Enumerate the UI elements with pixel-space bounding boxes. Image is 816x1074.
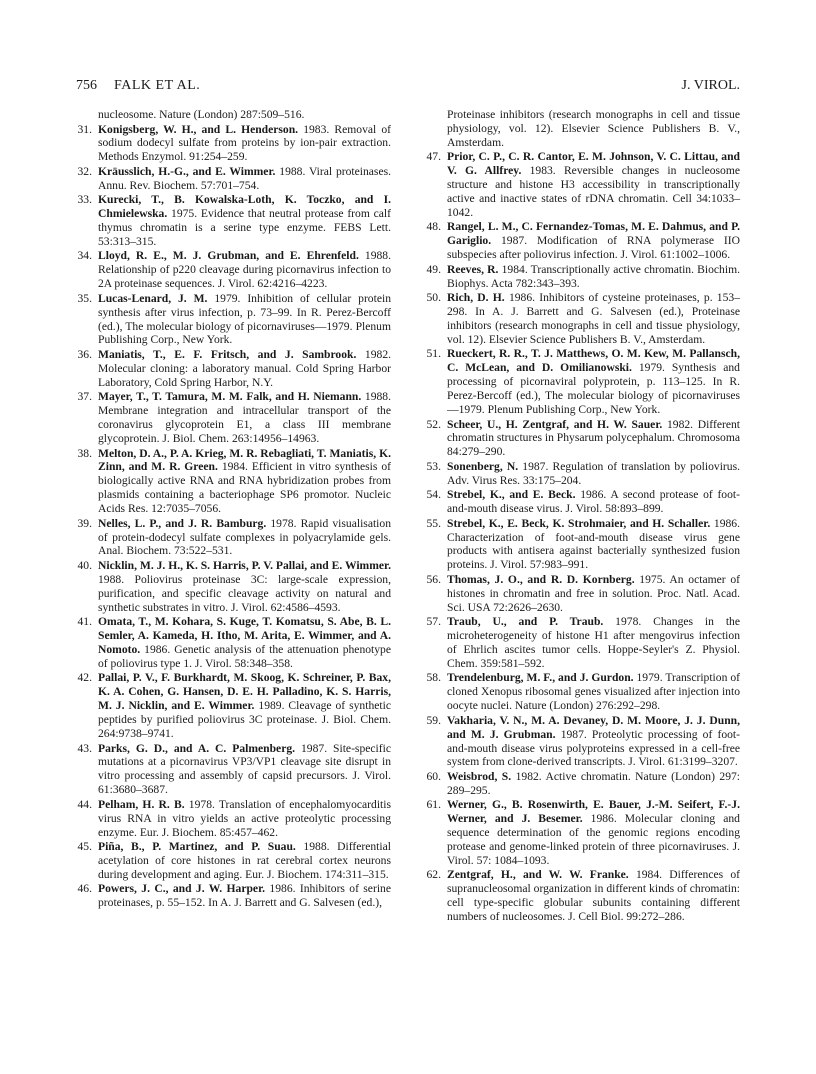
reference-entry xyxy=(76,348,391,390)
reference-entry xyxy=(76,882,391,910)
reference-entry xyxy=(76,193,391,249)
reference-number: 36. xyxy=(77,347,92,361)
reference-number: 39. xyxy=(77,516,92,530)
reference-text: 1975. Evidence that neutral protease from calf thymus chromatin is a serine type enzyme. FEBS Lett. 53:313–315. xyxy=(98,207,391,248)
reference-number: 49. xyxy=(426,262,441,276)
reference-text: 1978. Changes in the microheterogeneity of histone H1 after mengovirus infection of Ehrlich ascites tumor cells. Hoppe-Seyler's Z. Physiol. Chem. 359:581–592. xyxy=(447,615,740,670)
reference-number: 37. xyxy=(77,390,92,404)
reference-authors: Werner, G., B. Rosenwirth, E. Bauer, J.-M. Seifert, F.-J. Werner, and J. Besemer. xyxy=(447,798,740,826)
reference-authors: Strebel, K., E. Beck, K. Strohmaier, and H. Schaller. xyxy=(447,516,711,530)
reference-number: 33. xyxy=(77,193,92,207)
reference-entry xyxy=(425,220,740,262)
reference-authors: Konigsberg, W. H., and L. Henderson. xyxy=(98,122,299,136)
running-header xyxy=(76,78,740,98)
reference-authors: Traub, U., and P. Traub. xyxy=(447,615,604,629)
reference-authors: Sonenberg, N. xyxy=(447,459,519,473)
reference-authors: Rueckert, R. R., T. J. Matthews, O. M. Kew, M. Pallansch, C. McLean, and D. Omilianowski. xyxy=(447,347,740,375)
reference-entry xyxy=(425,291,740,347)
reference-number: 31. xyxy=(77,122,92,136)
reference-entry xyxy=(76,123,391,165)
reference-entry xyxy=(76,447,391,517)
reference-text: 1978. Translation of encephalomyocarditis virus RNA in vitro yields an active proteolytic processing enzyme. Eur. J. Biochem. 85:457–462. xyxy=(98,797,391,839)
reference-authors: Thomas, J. O., and R. D. Kornberg. xyxy=(447,572,635,586)
reference-authors: Parks, G. D., and A. C. Palmenberg. xyxy=(98,741,296,755)
reference-entry xyxy=(425,460,740,488)
page-number: 756 xyxy=(76,78,97,93)
reference-entry xyxy=(76,615,391,671)
reference-number: 51. xyxy=(426,347,441,361)
reference-text: 1984. Efficient in vitro synthesis of biologically active RNA and RNA hybridization probes from plasmids containing a bacteriophage SP6 promotor. Nucleic Acids Res. 12:7035–7056. xyxy=(98,460,391,516)
reference-text: 1987. Site-specific mutations at a picornavirus VP3/VP1 cleavage site disrupt in vitro processing and assembly of capsid precursors. J. Virol. 61:3680–3687. xyxy=(98,741,391,797)
reference-authors: Rangel, L. M., C. Fernandez-Tomas, M. E. Dahmus, and P. Gariglio. xyxy=(447,220,740,248)
reference-column-left xyxy=(76,108,391,911)
reference-authors: Reeves, R. xyxy=(447,262,499,276)
reference-number: 43. xyxy=(77,741,92,755)
reference-entry xyxy=(76,742,391,798)
reference-authors: Kräusslich, H.-G., and E. Wimmer. xyxy=(98,164,276,178)
reference-text: 1979. Synthesis and processing of picornaviral polyprotein, p. 113–125. In R. Perez-Bercoff (ed.), The molecular biology of picornaviruses—1979. Plenum Publishing Corp., New York. xyxy=(447,361,740,416)
reference-entry xyxy=(76,840,391,882)
reference-text: 1984. Differences of supranucleosomal organization in different kinds of chromatin: cell type-specific globular subunits containing different numbers of nucleosomes. J. Cell Biol. 99:272–286. xyxy=(447,868,741,924)
reference-authors: Trendelenburg, M. F., and J. Gurdon. xyxy=(447,671,634,685)
reference-text: 1988. Membrane integration and intracellular transport of the coronavirus glycoprotein E1, a class III membrane glycoprotein. J. Biol. Chem. 263:14956–14963. xyxy=(98,390,391,445)
reference-authors: Nelles, L. P., and J. R. Bamburg. xyxy=(98,516,267,530)
reference-number: 47. xyxy=(426,150,441,164)
reference-number: 56. xyxy=(426,572,441,586)
reference-number: 62. xyxy=(426,868,441,882)
reference-number: 59. xyxy=(426,713,441,727)
reference-entry xyxy=(76,559,391,615)
reference-authors: Weisbrod, S. xyxy=(447,769,512,783)
reference-entry xyxy=(425,798,740,868)
reference-text: 1986. Inhibitors of serine proteinases, p. 55–152. In A. J. Barrett and G. Salvesen (ed.), xyxy=(98,882,391,910)
reference-authors: Vakharia, V. N., M. A. Devaney, D. M. Moore, J. J. Dunn, and M. J. Grubman. xyxy=(447,713,740,741)
reference-number: 50. xyxy=(426,291,441,305)
reference-text: 1986. Inhibitors of cysteine proteinases, p. 153–298. In A. J. Barrett and G. Salvesen (ed.), Proteinase inhibitors (research monographs in cell and tissue physiology, vol. 12). Elsevier Science Publishers B. V., Amsterdam. xyxy=(447,291,740,346)
reference-number: 54. xyxy=(426,488,441,502)
reference-number: 48. xyxy=(426,220,441,234)
reference-number: 38. xyxy=(77,446,92,460)
reference-number: 35. xyxy=(77,291,92,305)
reference-text: 1987. Regulation of translation by poliovirus. Adv. Virus Res. 33:175–204. xyxy=(447,459,740,487)
reference-entry xyxy=(76,390,391,446)
reference-text: 1987. Modification of RNA polymerase IIO subspecies after poliovirus infection. J. Virol. 61:1002–1006. xyxy=(447,234,740,262)
reference-number: 34. xyxy=(77,249,92,263)
reference-text: 1982. Different chromatin structures in Physarum polycephalum. Chromosoma 84:279–290. xyxy=(447,417,741,459)
reference-number: 42. xyxy=(77,671,92,685)
reference-number: 55. xyxy=(426,516,441,530)
reference-text: 1988. Viral proteinases. Annu. Rev. Biochem. 57:701–754. xyxy=(98,164,391,192)
reference-entry xyxy=(425,347,740,417)
reference-text: 1978. Rapid visualisation of protein-dodecyl sulfate complexes in polyacrylamide gels. Anal. Biochem. 73:522–531. xyxy=(98,516,391,558)
reference-entry xyxy=(425,671,740,713)
reference-text: 1986. Characterization of foot-and-mouth disease virus gene products with antisera against bacterially synthesized fusion proteins. J. Virol. 57:983–991. xyxy=(447,516,740,572)
reference-authors: Lucas-Lenard, J. M. xyxy=(98,291,208,305)
reference-number: 58. xyxy=(426,671,441,685)
reference-text: 1987. Proteolytic processing of foot-and-mouth disease virus polyproteins expressed in a cell-free system from clone-derived transcripts. J. Virol. 61:3199–3207. xyxy=(447,727,740,769)
reference-column-right xyxy=(425,108,740,925)
reference-text: 1986. A second protease of foot-and-mouth disease virus. J. Virol. 58:893–899. xyxy=(447,488,740,516)
reference-authors: Piña, B., P. Martinez, and P. Suau. xyxy=(98,840,296,854)
reference-entry xyxy=(425,615,740,671)
reference-authors: Zentgraf, H., and W. W. Franke. xyxy=(447,868,629,882)
reference-entry xyxy=(425,714,740,770)
reference-entry xyxy=(76,671,391,741)
reference-authors: Rich, D. H. xyxy=(447,291,505,305)
reference-entry xyxy=(425,488,740,516)
reference-authors: Prior, C. P., C. R. Cantor, E. M. Johnson, V. C. Littau, and V. G. Allfrey. xyxy=(447,150,740,178)
reference-entry xyxy=(76,249,391,291)
reference-text: 1988. Poliovirus proteinase 3C: large-scale expression, purification, and specific cleavage activity on natural and synthetic substrates in vitro. J. Virol. 62:4586–4593. xyxy=(98,572,391,614)
reference-text: 1982. Molecular cloning: a laboratory manual. Cold Spring Harbor Laboratory, Cold Spring Harbor, N.Y. xyxy=(98,347,392,389)
reference-authors: Mayer, T., T. Tamura, M. M. Falk, and H. Niemann. xyxy=(98,390,362,404)
reference-number: 61. xyxy=(426,798,441,812)
reference-authors: Scheer, U., H. Zentgraf, and H. W. Sauer. xyxy=(447,417,663,431)
reference-text: 1986. Molecular cloning and sequence determination of the genomic regions encoding protease and genome-linked protein of three picornaviruses. J. Virol. 57: 1084–1093. xyxy=(447,812,740,867)
reference-text: 1989. Cleavage of synthetic peptides by purified poliovirus 3C proteinase. J. Biol. Chem. 264:9738–9741. xyxy=(98,699,391,740)
running-authors: FALK ET AL. xyxy=(114,78,201,93)
reference-text: 1982. Active chromatin. Nature (London) 297: 289–295. xyxy=(447,769,741,797)
reference-number: 52. xyxy=(426,417,441,431)
reference-entry xyxy=(425,263,740,291)
reference-text: 1979. Inhibition of cellular protein synthesis after virus infection, p. 73–99. In R. Perez-Bercoff (ed.), The molecular biology of picornaviruses—1979. Plenum Publishing Corp., New York. xyxy=(98,291,391,347)
reference-entry xyxy=(425,418,740,460)
reference-continuation: nucleosome. Nature (London) 287:509–516. xyxy=(98,108,305,121)
reference-number: 57. xyxy=(426,615,441,629)
reference-authors: Omata, T., M. Kohara, S. Kuge, T. Komatsu, S. Abe, B. L. Semler, A. Kameda, H. Itho, M. Arita, E. Wimmer, and A. Nomoto. xyxy=(98,615,391,656)
reference-text: 1984. Transcriptionally active chromatin. Biochim. Biophys. Acta 782:343–393. xyxy=(447,262,740,290)
reference-number: 45. xyxy=(77,840,92,854)
reference-entry xyxy=(76,798,391,840)
reference-number: 46. xyxy=(77,882,92,896)
reference-entry xyxy=(76,292,391,348)
reference-number: 53. xyxy=(426,459,441,473)
reference-number: 32. xyxy=(77,164,92,178)
reference-text: 1983. Reversible changes in nucleosome structure and histone H3 accessibility in transcriptionally active and inactive states of rDNA chromatin. Cell 34:1033–1042. xyxy=(447,164,740,219)
journal-name: J. VIROL. xyxy=(681,78,740,93)
reference-text: 1986. Genetic analysis of the attenuation phenotype of poliovirus type 1. J. Virol. 58:348–358. xyxy=(98,642,391,670)
reference-authors: Strebel, K., and E. Beck. xyxy=(447,488,576,502)
reference-authors: Kurecki, T., B. Kowalska-Loth, K. Toczko, and I. Chmielewska. xyxy=(98,193,391,221)
reference-continuation: Proteinase inhibitors (research monographs in cell and tissue physiology, vol. 12). Elsevier Science Publishers B. V., Amsterdam. xyxy=(447,108,740,149)
reference-number: 44. xyxy=(77,797,92,811)
reference-authors: Maniatis, T., E. F. Fritsch, and J. Sambrook. xyxy=(98,347,357,361)
reference-entry xyxy=(425,868,740,924)
reference-text: 1983. Removal of sodium dodecyl sulfate from proteins by ion-pair extraction. Methods Enzymol. 91:254–259. xyxy=(98,122,391,164)
reference-entry xyxy=(425,770,740,798)
reference-number: 60. xyxy=(426,769,441,783)
reference-text: 1988. Relationship of p220 cleavage during picornavirus infection to 2A proteinase sequences. J. Virol. 62:4216–4223. xyxy=(98,249,391,291)
reference-authors: Pelham, H. R. B. xyxy=(98,797,185,811)
reference-authors: Pallai, P. V., F. Burkhardt, M. Skoog, K. Schreiner, P. Bax, K. A. Cohen, G. Hansen, D. E. H. Palladino, K. S. Harris, M. J. Nicklin, and E. Wimmer. xyxy=(98,671,391,713)
reference-text: 1988. Differential acetylation of core histones in rat cerebral cortex neurons during development and aging. Eur. J. Biochem. 174:311–315. xyxy=(98,840,391,881)
reference-text: 1975. An octamer of histones in chromatin and free in solution. Proc. Natl. Acad. Sci. USA 72:2626–2630. xyxy=(447,572,740,614)
reference-entry xyxy=(76,165,391,193)
reference-entry xyxy=(425,517,740,573)
reference-entry xyxy=(425,150,740,220)
reference-number: 40. xyxy=(77,558,92,572)
reference-entry xyxy=(425,573,740,615)
reference-number: 41. xyxy=(77,615,92,629)
reference-authors: Nicklin, M. J. H., K. S. Harris, P. V. Pallai, and E. Wimmer. xyxy=(98,558,391,572)
reference-authors: Lloyd, R. E., M. J. Grubman, and E. Ehrenfeld. xyxy=(98,249,359,263)
reference-text: 1979. Transcription of cloned Xenopus ribosomal genes visualized after injection into oocyte nuclei. Nature (London) 276:292–298. xyxy=(447,671,740,713)
reference-authors: Powers, J. C., and J. W. Harper. xyxy=(98,882,266,896)
reference-entry xyxy=(76,517,391,559)
reference-authors: Melton, D. A., P. A. Krieg, M. R. Rebagliati, T. Maniatis, K. Zinn, and M. R. Green. xyxy=(98,446,391,474)
